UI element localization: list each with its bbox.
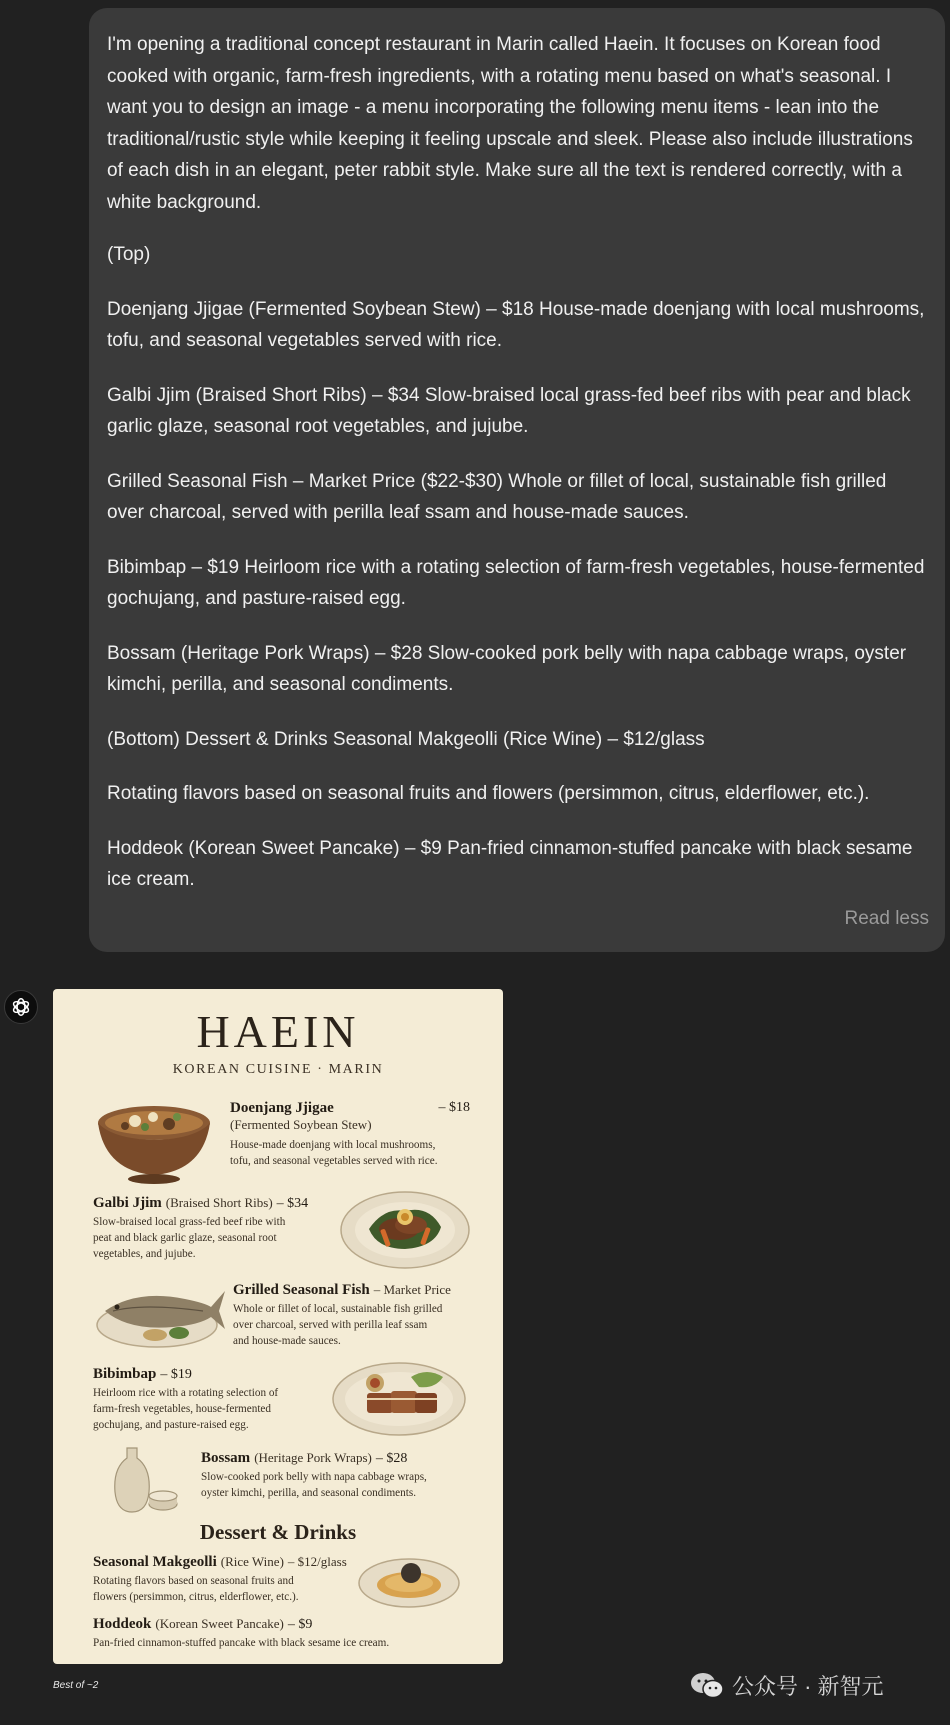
item-name: Seasonal Makgeolli (93, 1554, 217, 1570)
assistant-avatar (4, 990, 38, 1024)
prompt-paragraph: Bibimbap – $19 Heirloom rice with a rotating selection of farm-fresh vegetables, house-fermented gochujang, and pasture-raised egg. (107, 556, 925, 609)
hoddeok-plate-illustration (357, 1551, 461, 1609)
item-desc-line: Heirloom rice with a rotating selection of (93, 1387, 279, 1399)
prompt-paragraph: Rotating flavors based on seasonal fruits and flowers (persimmon, citrus, elderflower, etc.). (107, 783, 870, 804)
menu-item-makgeolli (93, 1553, 353, 1605)
menu-tagline: KOREAN CUISINE · MARIN (172, 1062, 384, 1077)
item-desc-line: Rotating flavors based on seasonal fruits and (93, 1575, 294, 1587)
menu-item-hoddeok (93, 1615, 473, 1651)
item-subtitle: (Korean Sweet Pancake) (155, 1616, 284, 1631)
item-subtitle: (Heritage Pork Wraps) (254, 1450, 372, 1465)
pork-plate-illustration (331, 1359, 467, 1439)
user-message-bubble (89, 8, 945, 952)
menu-item-bibimbap (93, 1365, 318, 1433)
item-price: – $18 (438, 1100, 470, 1115)
read-less-button[interactable]: Read less (844, 908, 929, 929)
item-desc-line: Slow-cooked pork belly with napa cabbage wraps, (201, 1471, 427, 1483)
fish-plate-illustration (93, 1281, 225, 1351)
item-desc-line: peat and black garlic glaze, seasonal root (93, 1232, 277, 1244)
item-desc-line: Whole or fillet of local, sustainable fish grilled (233, 1303, 443, 1315)
prompt-paragraph: I'm opening a traditional concept restaurant in Marin called Haein. It focuses on Korean food cooked with organic, farm-fresh ingredients, with a rotating menu based on what's seasonal. I want you to design an image - a menu incorporating the following menu items - lean into the traditional/rustic style while keeping it feeling upscale and sleek. Please also include illustrations of each dish in an elegant, peter rabbit style. Make sure all the text is rendered correctly, with a white background. (107, 34, 913, 213)
menu-item-bossam (201, 1449, 471, 1501)
item-name: Galbi Jjim (93, 1195, 162, 1211)
item-name: Bibimbap (93, 1366, 157, 1382)
item-price: – $28 (375, 1451, 408, 1466)
item-desc-line: over charcoal, served with perilla leaf ssam (233, 1319, 428, 1331)
item-desc-line: vegetables, and jujube. (93, 1248, 196, 1260)
item-price: – $19 (160, 1367, 192, 1382)
stew-bowl-illustration (95, 1095, 213, 1187)
item-desc-line: gochujang, and pasture-raised egg. (93, 1419, 249, 1431)
item-desc-line: flowers (persimmon, citrus, elderflower, etc.). (93, 1591, 299, 1603)
item-desc-line: tofu, and seasonal vegetables served with rice. (230, 1155, 438, 1167)
item-price: – Market Price (373, 1282, 451, 1297)
item-name: Hoddeok (93, 1616, 152, 1632)
item-subtitle: (Braised Short Ribs) (165, 1195, 273, 1210)
prompt-paragraph: Galbi Jjim (Braised Short Ribs) – $34 Slow-braised local grass-fed beef ribs with pear and black garlic glaze, seasonal root vegetables, and jujube. (107, 384, 911, 437)
wechat-icon (690, 1672, 724, 1700)
prompt-paragraph: Grilled Seasonal Fish – Market Price ($22-$30) Whole or fillet of local, sustainable fish grilled over charcoal, served with perilla leaf ssam and house-made sauces. (107, 470, 887, 523)
item-desc-line: House-made doenjang with local mushrooms, (230, 1139, 436, 1151)
makgeolli-bottle-illustration (111, 1444, 181, 1516)
item-subtitle: (Rice Wine) (220, 1554, 284, 1569)
prompt-paragraph: Doenjang Jjigae (Fermented Soybean Stew) – $18 House-made doenjang with local mushrooms, tofu, and seasonal vegetables served with rice. (107, 298, 925, 351)
best-of-label: Best of ~2 (53, 1680, 99, 1691)
item-desc-line: and house-made sauces. (233, 1335, 341, 1347)
item-desc-line: farm-fresh vegetables, house-fermented (93, 1403, 271, 1415)
wechat-watermark (690, 1670, 884, 1701)
item-name: Doenjang Jjigae (230, 1100, 334, 1116)
item-name: Grilled Seasonal Fish (233, 1282, 370, 1298)
prompt-paragraph: Bossam (Heritage Pork Wraps) – $28 Slow-cooked pork belly with napa cabbage wraps, oyster kimchi, perilla, and seasonal condiments. (107, 642, 907, 695)
generated-menu-image[interactable] (53, 989, 503, 1664)
prompt-paragraph: (Top) (107, 244, 151, 265)
prompt-paragraph: Hoddeok (Korean Sweet Pancake) – $9 Pan-fried cinnamon-stuffed pancake with black sesame ice cream. (107, 837, 913, 890)
item-desc-line: oyster kimchi, perilla, and seasonal condiments. (201, 1487, 416, 1499)
menu-brand: HAEIN (196, 1006, 360, 1057)
galbi-plate-illustration (339, 1189, 471, 1271)
item-subtitle: (Fermented Soybean Stew) (230, 1117, 372, 1132)
menu-item-doenjang (230, 1099, 470, 1169)
section-title-dessert-drinks: Dessert & Drinks (199, 1520, 357, 1544)
item-price: – $12/glass (287, 1554, 347, 1569)
item-desc-line: Slow-braised local grass-fed beef ribe with (93, 1216, 286, 1228)
item-desc-line: Pan-fried cinnamon-stuffed pancake with black sesame ice cream. (93, 1637, 390, 1649)
prompt-paragraph: (Bottom) Dessert & Drinks Seasonal Makgeolli (Rice Wine) – $12/glass (107, 728, 705, 750)
item-name: Bossam (201, 1450, 251, 1466)
menu-item-fish (233, 1281, 473, 1349)
openai-logo-icon (10, 996, 32, 1018)
item-price: – $9 (287, 1617, 313, 1632)
watermark-text: 公众号 · 新智元 (732, 1674, 884, 1699)
menu-item-galbi (93, 1194, 323, 1262)
item-price: – $34 (276, 1196, 309, 1211)
